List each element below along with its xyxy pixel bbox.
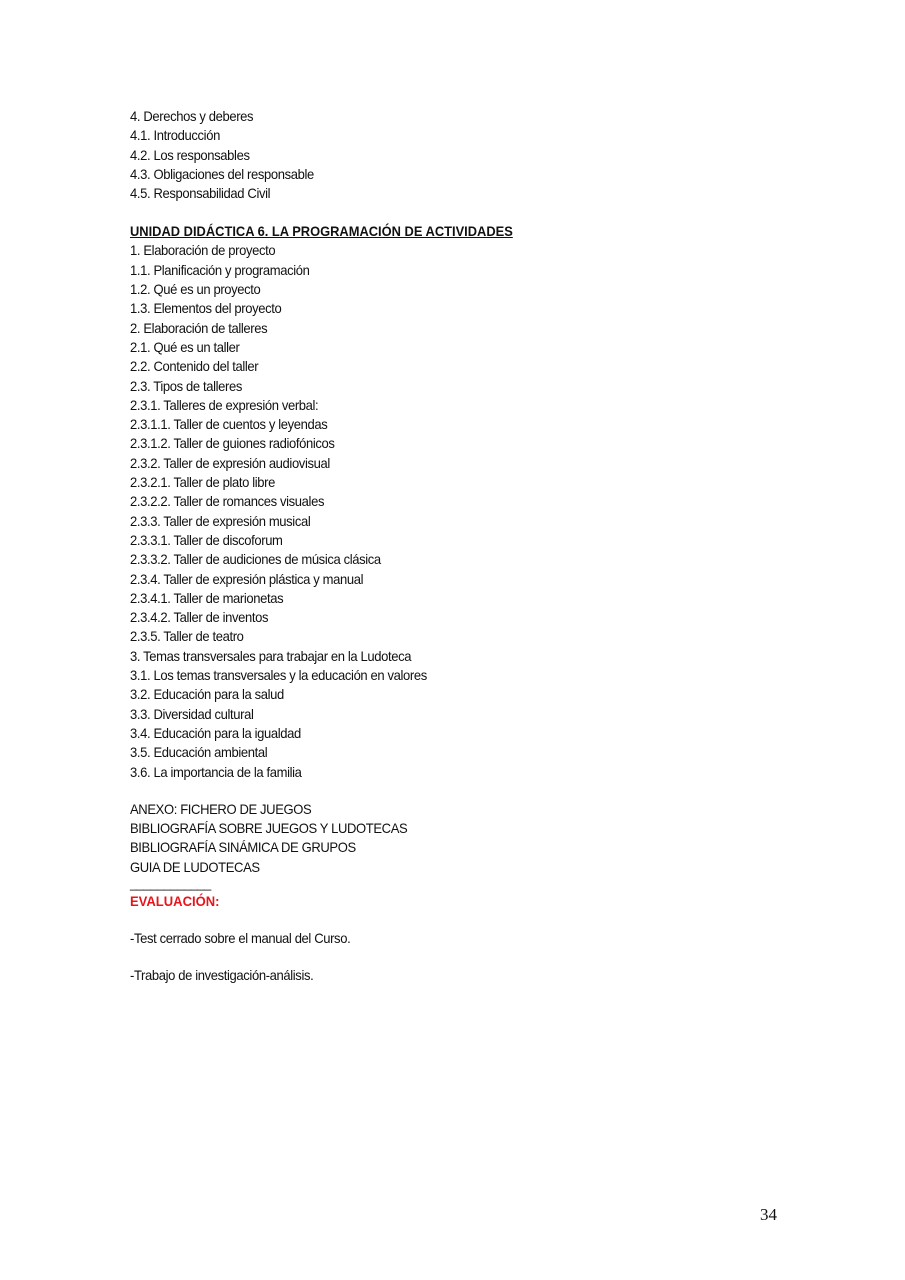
list-item: 1.3. Elementos del proyecto: [130, 300, 282, 317]
list-item: 2.3.1.2. Taller de guiones radiofónicos: [130, 435, 335, 452]
list-item: 2.2. Contenido del taller: [130, 358, 259, 375]
list-item: 4.3. Obligaciones del responsable: [130, 165, 314, 182]
document-body: [130, 107, 810, 986]
list-item: 2.3.5. Taller de teatro: [130, 628, 244, 645]
list-item: 2.3.1.1. Taller de cuentos y leyendas: [130, 416, 328, 433]
list-item: BIBLIOGRAFÍA SOBRE JUEGOS Y LUDOTECAS: [130, 820, 408, 837]
list-item: 3.1. Los temas transversales y la educación en valores: [130, 667, 427, 684]
list-item: 2.3.4. Taller de expresión plástica y manual: [130, 570, 364, 587]
list-item: 2.3.4.2. Taller de inventos: [130, 609, 269, 626]
spacer: [130, 203, 810, 221]
list-item: 2.3.2.2. Taller de romances visuales: [130, 493, 325, 510]
spacer: [130, 782, 810, 800]
list-item: 3.3. Diversidad cultural: [130, 705, 254, 722]
list-item: 2.3.2.1. Taller de plato libre: [130, 474, 275, 491]
page-number: 34: [760, 1205, 777, 1224]
list-item: 3.6. La importancia de la familia: [130, 763, 302, 780]
unit-6-list: [130, 241, 810, 781]
list-item: 2.1. Qué es un taller: [130, 338, 240, 355]
evaluation-item: -Trabajo de investigación-análisis.: [130, 967, 314, 984]
evaluation-heading: EVALUACIÓN:: [130, 892, 220, 909]
list-item: BIBLIOGRAFÍA SINÁMICA DE GRUPOS: [130, 839, 356, 856]
list-item: 2.3.1. Talleres de expresión verbal:: [130, 396, 319, 413]
list-item: 2.3.3. Taller de expresión musical: [130, 512, 311, 529]
list-item: ANEXO: FICHERO DE JUEGOS: [130, 800, 312, 817]
unit-6-heading: UNIDAD DIDÁCTICA 6. LA PROGRAMACIÓN DE ACTIVIDADES: [130, 223, 513, 240]
list-item: 1.1. Planificación y programación: [130, 261, 310, 278]
list-item: 4.2. Los responsables: [130, 146, 250, 163]
list-item: 1.2. Qué es un proyecto: [130, 281, 261, 298]
annex-list: [130, 800, 810, 877]
list-item: 2.3.3.1. Taller de discoforum: [130, 531, 283, 548]
spacer: [130, 948, 810, 966]
list-item: 2. Elaboración de talleres: [130, 319, 268, 336]
list-item: 4.5. Responsabilidad Civil: [130, 185, 271, 202]
list-item: 3.4. Educación para la igualdad: [130, 724, 301, 741]
list-item: 3.5. Educación ambiental: [130, 744, 268, 761]
list-item: 4.1. Introducción: [130, 127, 220, 144]
list-item: 1. Elaboración de proyecto: [130, 242, 276, 259]
list-item: 3.2. Educación para la salud: [130, 686, 284, 703]
list-item: 3. Temas transversales para trabajar en la Ludoteca: [130, 647, 412, 664]
list-item: 2.3. Tipos de talleres: [130, 377, 242, 394]
list-item: 2.3.2. Taller de expresión audiovisual: [130, 454, 330, 471]
list-item: 4. Derechos y deberes: [130, 108, 254, 124]
evaluation-item: -Test cerrado sobre el manual del Curso.: [130, 929, 351, 946]
separator-rule: ____________: [130, 875, 211, 891]
list-item: 2.3.3.2. Taller de audiciones de música clásica: [130, 551, 381, 568]
list-item: GUIA DE LUDOTECAS: [130, 858, 260, 875]
spacer: [130, 911, 810, 929]
list-item: 2.3.4.1. Taller de marionetas: [130, 589, 284, 606]
section-4-list: [130, 107, 810, 203]
